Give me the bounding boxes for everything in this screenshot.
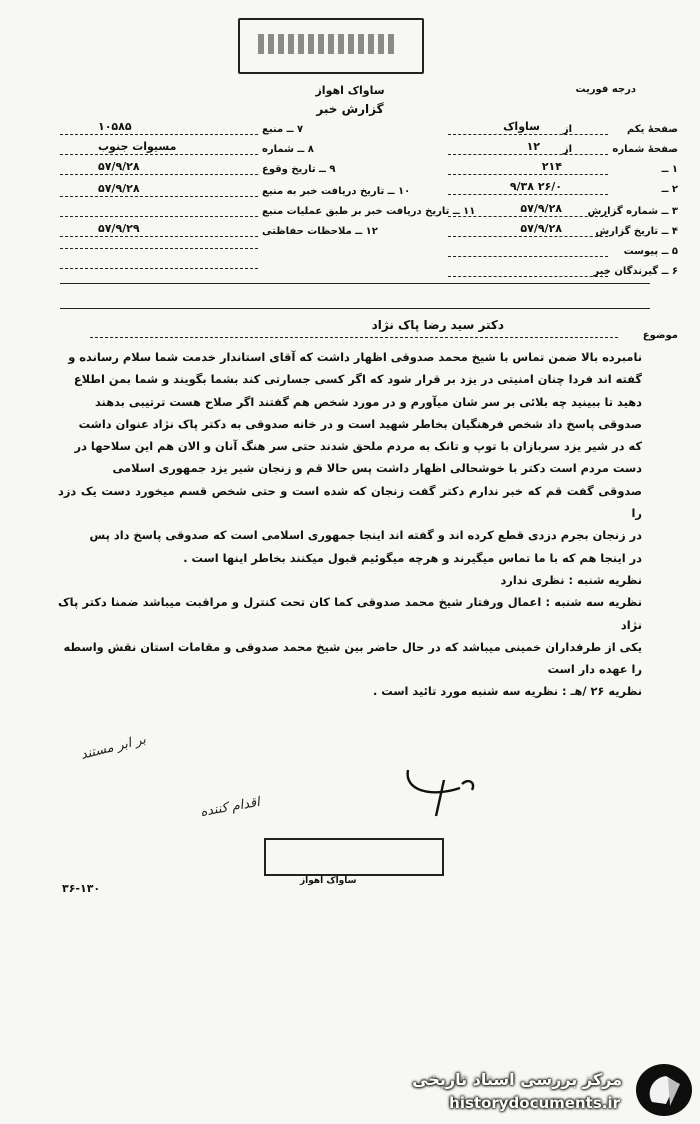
archive-url: historydocuments.ir	[449, 1094, 620, 1112]
right-field-from: از	[562, 124, 572, 135]
separator-line	[60, 283, 650, 284]
left-field-value: مسیوات جنوب	[98, 140, 177, 153]
handwritten-signature: اقدام کننده	[199, 794, 261, 821]
field-underline	[60, 216, 258, 217]
left-field-label: ۷ ــ منبع	[262, 124, 304, 135]
left-field-value: ۱۰۵۸۵	[98, 120, 132, 133]
right-field-value: ۱۲	[526, 140, 540, 153]
subject-value: دکتر سید رضا پاک نژاد	[371, 318, 504, 332]
signature-scribble	[400, 760, 490, 820]
left-field-label: ۹ ــ تاریخ وقوع	[262, 164, 336, 175]
field-underline	[448, 236, 608, 237]
field-underline	[60, 134, 258, 135]
organization-name: ساواک اهواز	[315, 84, 385, 97]
field-underline	[60, 174, 258, 175]
field-underline	[60, 248, 258, 249]
left-field-value: ۵۷/۹/۲۹	[98, 222, 140, 235]
left-field-label: ۱۱ ــ تاریخ دریافت خبر بر طبق عملیات منبع	[262, 206, 476, 217]
right-field-value: ۲۶/۰ ۹/۳۸	[509, 180, 562, 193]
left-field-label: ۱۲ ــ ملاحظات حفاظتی	[262, 226, 378, 237]
archive-logo-icon	[636, 1064, 692, 1116]
field-underline	[60, 236, 258, 237]
right-field-label: صفحهٔ یکم	[626, 124, 678, 135]
right-field-value: ۵۷/۹/۲۸	[520, 202, 562, 215]
field-underline	[448, 194, 608, 195]
right-field-label: ۴ ــ تاریخ گزارش	[595, 226, 678, 237]
field-underline	[60, 196, 258, 197]
report-title: گزارش خبر	[316, 102, 384, 116]
right-field-label: ۶ ــ گیرندگان خبر	[593, 266, 678, 277]
archive-name: مرکز بررسی اسناد تاریخی	[412, 1070, 622, 1089]
field-underline	[60, 154, 258, 155]
right-field-label: صفحهٔ شماره	[612, 144, 678, 155]
right-field-label: ۲ ــ	[661, 184, 678, 195]
urgency-label: درجه فوریت	[575, 84, 636, 95]
subject-underline	[90, 337, 618, 338]
field-underline	[448, 276, 608, 277]
right-field-value: ۵۷/۹/۲۸	[520, 222, 562, 235]
left-field-value: ۵۷/۹/۲۸	[98, 160, 140, 173]
handwritten-note: بر ابر مستند	[79, 732, 148, 763]
separator-line	[60, 308, 650, 309]
right-field-label: ۳ ــ شماره گزارش	[587, 206, 678, 217]
bottom-stamp	[264, 838, 444, 876]
right-field-from: از	[562, 144, 572, 155]
right-field-label: ۱ ــ	[661, 164, 678, 175]
right-field-value: ساواک	[503, 120, 540, 133]
report-body: نامبرده بالا ضمن تماس با شیخ محمد صدوقی اظهار داشت که آقای استاندار خدمت شما سلام رسانده و گفته اند فردا چنان امنیتی در یزد بر قرار شود که اگر کسی جسارتی کند بشما بگویند و شما بمن اطلاع دهید تا ببینید چه بلائی بر سر شان میآورم و در مورد شخص هم گفتند اگر صلاح هست ترتیبی بدهند صدوقی پاسخ داد شخص فرهنگیان بخاطر شهید است و در خانه صدوقی به دکتر پاک نژاد عنوان داشت که در شیر یزد سربازان با توپ و تانک به مردم ملحق شدند حتی سر هنگ آنان و الان هم این سلاحها در دست مردم است دکتر با خوشحالی اظهار داشت پس حالا قم و زنجان شیر یزد جمهوری اسلامی صدوقی گفت قم که خبر ندارم دکتر گفت زنجان که شده است و حتی شخص قسم میخورد دست یک دزد را در زنجان بجرم دزدی قطع کرده اند و گفته اند اینجا جمهوری اسلامی است که صدوقی پاسخ داد پس در اینجا هم که با ما تماس میگیرند و هرچه میگوئیم قبول میکنند بخاطر اینها است . نظریه شنبه : نظری ندارد نظریه سه شنبه : اعمال ورفتار شیخ محمد صدوقی کما کان تحت کنترل و مراقبت میباشد ضمنا دکتر پاک نژاد یکی از طرفداران خمینی میباشد که در حال حاضر بین شیخ محمد صدوقی و مقامات استان نقش واسطه را عهده دار است نظریه ۲۶ /هـ : نظریه سه شنبه مورد تائید است .	[58, 350, 642, 699]
right-field-value: ۲۱۴	[541, 160, 562, 173]
stamp-text-block	[258, 34, 398, 54]
bottom-stamp-caption: ساواک اهواز	[300, 876, 357, 886]
field-underline	[448, 174, 608, 175]
top-stamp	[238, 18, 424, 74]
left-field-label: ۸ ــ شماره	[262, 144, 314, 155]
field-underline	[448, 154, 608, 155]
field-underline	[448, 256, 608, 257]
left-field-label: ۱۰ ــ تاریخ دریافت خبر به منبع	[262, 186, 411, 197]
field-underline	[60, 268, 258, 269]
document-number: ۳۶-۱۳۰	[62, 882, 101, 895]
subject-label: موضوع	[642, 330, 678, 341]
field-underline	[448, 134, 608, 135]
right-field-label: ۵ ــ پیوست	[623, 246, 678, 257]
left-field-value: ۵۷/۹/۲۸	[98, 182, 140, 195]
